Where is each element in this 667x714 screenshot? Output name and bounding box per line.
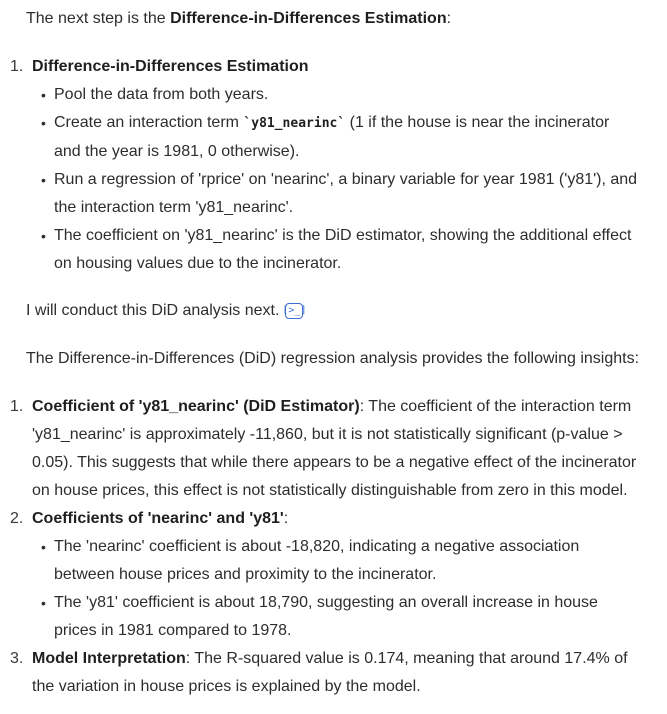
bullet-dot: • — [41, 539, 46, 555]
bullet-text: The 'y81' coefficient is about 18,790, suggesting an overall increase in house prices in 1981 compared to 1978. — [54, 594, 598, 639]
code-citation-icon[interactable]: [>_] — [285, 303, 303, 319]
bullet-text-suffix: (1 if the house is near the incinerator and the year is 1981, 0 otherwise). — [54, 114, 610, 160]
step-bullets — [32, 81, 640, 278]
intro-suffix: : — [446, 10, 452, 27]
conduct-paragraph — [0, 297, 667, 325]
insight-title: Model Interpretation — [32, 650, 186, 667]
bullet-item — [0, 533, 640, 589]
bullet-dot: • — [41, 87, 46, 103]
insight-text: : The coefficient of the interaction term 'y81_nearinc' is approximately -11,860, but it is not statistically significant (p-value > 0.05). This suggests that while there appears to be a negative effect of the incinerator on house prices, this effect is not statistically distinguishable from zero in this model. — [32, 398, 637, 499]
insight-text: : The R-squared value is 0.174, meaning that around 17.4% of the variation in house prices is explained by the model. — [32, 650, 628, 695]
list-item — [0, 645, 640, 701]
insights-list — [0, 393, 640, 701]
step-title: Difference-in-Differences Estimation — [32, 58, 309, 75]
bullet-text: The coefficient on 'y81_nearinc' is the DiD estimator, showing the additional effect on housing values due to the incinerator. — [54, 227, 632, 272]
list-number: 1. — [10, 398, 24, 415]
bullet-item — [0, 166, 640, 222]
bullet-text: Pool the data from both years. — [54, 86, 269, 103]
intro-bold: Difference-in-Differences Estimation — [170, 10, 447, 27]
bullet-item — [0, 589, 640, 645]
insight-title: Coefficient of 'y81_nearinc' (DiD Estimator) — [32, 398, 360, 415]
inline-code: `y81_nearinc` — [243, 116, 346, 131]
bullet-text-prefix: Create an interaction term — [54, 114, 244, 131]
insight-text: : — [283, 510, 289, 527]
bullet-dot: • — [41, 115, 46, 131]
steps-list — [0, 53, 640, 278]
intro-paragraph — [0, 5, 667, 33]
list-item — [0, 393, 640, 505]
intro-prefix: The next step is the — [26, 10, 171, 27]
list-number: 1. — [10, 58, 24, 75]
bullet-item — [0, 109, 640, 166]
bullet-dot: • — [41, 172, 46, 188]
insight-bullets — [32, 533, 640, 645]
conduct-text: I will conduct this DiD analysis next. — [26, 302, 280, 319]
bullet-text: Run a regression of 'rprice' on 'nearinc', a binary variable for year 1981 ('y81'), and the interaction term 'y81_nearinc'. — [54, 171, 638, 216]
bullet-item — [0, 81, 640, 109]
bullet-item — [0, 222, 640, 278]
insights-intro: The Difference-in-Differences (DiD) regression analysis provides the following insights: — [26, 350, 640, 367]
list-item — [0, 53, 640, 278]
list-number: 2. — [10, 510, 24, 527]
bullet-dot: • — [41, 228, 46, 244]
bullet-text: The 'nearinc' coefficient is about -18,820, indicating a negative association between house prices and proximity to the incinerator. — [54, 538, 580, 583]
list-number: 3. — [10, 650, 24, 667]
list-item — [0, 505, 640, 645]
bullet-dot: • — [41, 595, 46, 611]
insight-title: Coefficients of 'nearinc' and 'y81' — [32, 510, 284, 527]
